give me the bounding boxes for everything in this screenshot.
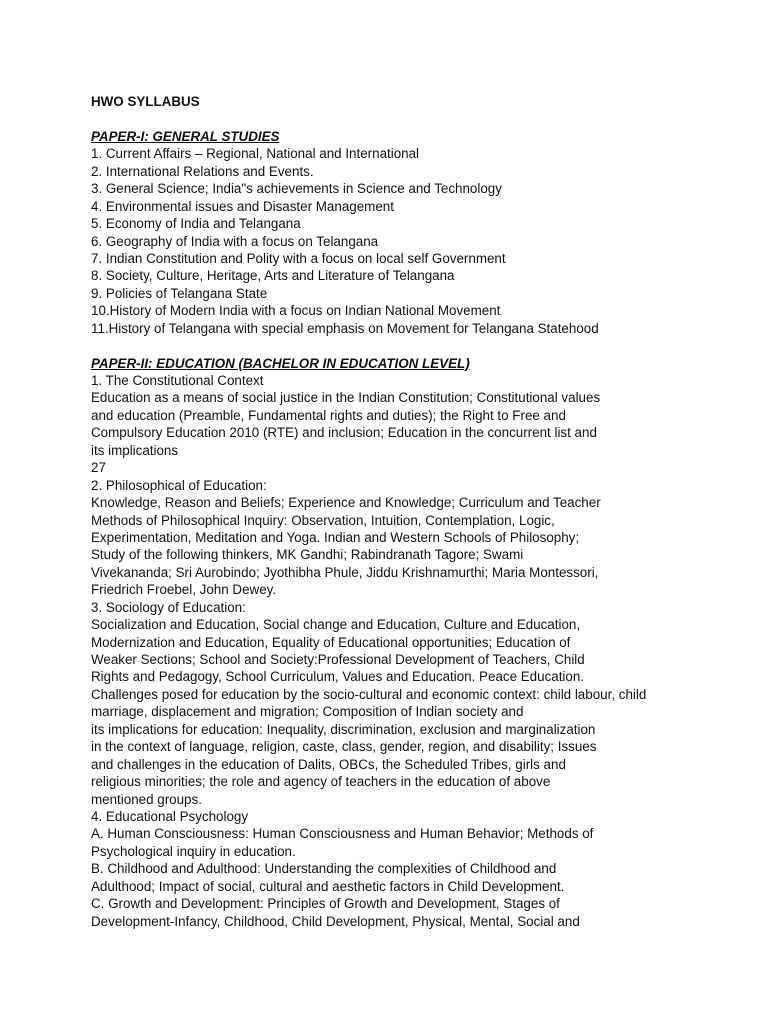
- paper2-line: 2. Philosophical of Education:: [91, 477, 267, 493]
- paper1-line: 8. Society, Culture, Heritage, Arts and Literature of Telangana: [91, 268, 455, 284]
- paper1-line: 11.History of Telangana with special emphasis on Movement for Telangana Statehood: [91, 320, 599, 336]
- paper2-line: Study of the following thinkers, MK Gandhi; Rabindranath Tagore; Swami: [91, 547, 524, 563]
- document-title: HWO SYLLABUS: [91, 94, 200, 109]
- paper2-line: Challenges posed for education by the socio-cultural and economic context: child labour, child: [91, 686, 647, 702]
- paper2-line: Psychological inquiry in education.: [91, 843, 296, 859]
- paper1-topic-list: [91, 145, 731, 337]
- paper2-line: A. Human Consciousness: Human Consciousness and Human Behavior; Methods of: [91, 826, 594, 842]
- paper2-line: Weaker Sections; School and Society:Professional Development of Teachers, Child: [91, 652, 585, 667]
- paper2-line: in the context of language, religion, caste, class, gender, region, and disability; Issues: [91, 739, 597, 755]
- paper1-line: 2. International Relations and Events.: [91, 163, 314, 179]
- paper2-content: [91, 372, 731, 930]
- paper2-line: and challenges in the education of Dalits, OBCs, the Scheduled Tribes, girls and: [91, 756, 566, 772]
- paper2-line: 4. Educational Psychology: [91, 808, 249, 824]
- paper2-heading: PAPER-II: EDUCATION (BACHELOR IN EDUCATION LEVEL): [91, 355, 470, 371]
- paper1-line: 4. Environmental issues and Disaster Management: [91, 198, 394, 214]
- paper2-line: its implications for education: Inequality, discrimination, exclusion and marginalization: [91, 721, 596, 737]
- document-body: [91, 93, 731, 930]
- paper2-line: mentioned groups.: [91, 791, 202, 807]
- paper1-line: 9. Policies of Telangana State: [91, 285, 268, 301]
- paper2-line: B. Childhood and Adulthood: Understanding the complexities of Childhood and: [91, 861, 557, 877]
- paper2-line: Friedrich Froebel, John Dewey.: [91, 582, 277, 598]
- paper2-line: religious minorities; the role and agency of teachers in the education of above: [91, 774, 551, 790]
- paper2-line: 1. The Constitutional Context: [91, 373, 264, 388]
- paper2-line: Adulthood; Impact of social, cultural and aesthetic factors in Child Development.: [91, 878, 565, 894]
- paper2-line: Education as a means of social justice in the Indian Constitution; Constitutional values: [91, 390, 601, 406]
- paper2-line: Compulsory Education 2010 (RTE) and inclusion; Education in the concurrent list and: [91, 425, 597, 441]
- paper2-line: Experimentation, Meditation and Yoga. Indian and Western Schools of Philosophy;: [91, 529, 580, 545]
- paper1-line: 7. Indian Constitution and Polity with a focus on local self Government: [91, 250, 506, 266]
- paper1-line: 10.History of Modern India with a focus on Indian National Movement: [91, 303, 501, 319]
- paper2-line: its implications: [91, 442, 179, 458]
- paper2-line: marriage, displacement and migration; Composition of Indian society and: [91, 704, 524, 720]
- spacer: [91, 110, 731, 127]
- paper2-line: Knowledge, Reason and Beliefs; Experience and Knowledge; Curriculum and Teacher: [91, 495, 601, 511]
- paper2-line: Vivekananda; Sri Aurobindo; Jyothibha Phule, Jiddu Krishnamurthi; Maria Montessori,: [91, 564, 599, 580]
- paper2-line: Methods of Philosophical Inquiry: Observation, Intuition, Contemplation, Logic,: [91, 512, 555, 528]
- paper2-line: 27: [91, 460, 106, 476]
- spacer: [91, 337, 731, 354]
- paper1-line: 1. Current Affairs – Regional, National and International: [91, 146, 420, 162]
- paper1-line: 6. Geography of India with a focus on Telangana: [91, 233, 379, 249]
- paper2-line: Development-Infancy, Childhood, Child Development, Physical, Mental, Social and: [91, 913, 580, 929]
- paper2-line: and education (Preamble, Fundamental rights and duties); the Right to Free and: [91, 407, 566, 423]
- paper2-line: Modernization and Education, Equality of Educational opportunities; Education of: [91, 634, 571, 650]
- paper2-line: 3. Sociology of Education:: [91, 599, 246, 615]
- paper1-line: 5. Economy of India and Telangana: [91, 216, 301, 232]
- paper2-line: Rights and Pedagogy, School Curriculum, Values and Education. Peace Education.: [91, 669, 585, 685]
- paper2-line: Socialization and Education, Social change and Education, Culture and Education,: [91, 617, 581, 633]
- paper2-line: C. Growth and Development: Principles of Growth and Development, Stages of: [91, 896, 560, 912]
- paper1-heading: PAPER-I: GENERAL STUDIES: [91, 128, 280, 144]
- paper1-line: 3. General Science; India"s achievements in Science and Technology: [91, 181, 502, 197]
